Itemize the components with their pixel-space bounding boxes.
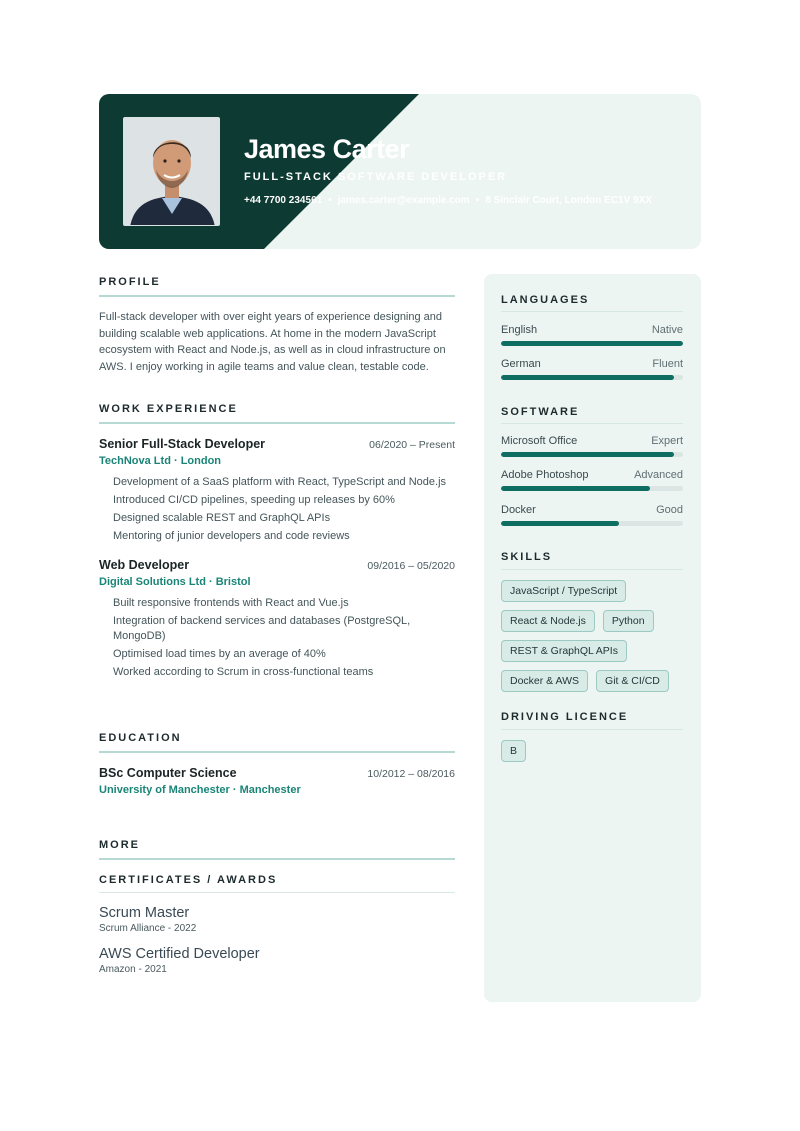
skill-chip: React & Node.js	[501, 610, 595, 632]
language-label: English	[501, 324, 538, 336]
skill-chip: Git & CI/CD	[596, 670, 669, 692]
school-name: University of Manchester · Manchester	[99, 784, 301, 796]
skills-list	[501, 580, 691, 700]
section-divider	[501, 569, 683, 570]
language-level: Fluent	[652, 358, 683, 370]
duty-item: Designed scalable REST and GraphQL APIs	[113, 512, 331, 524]
language-english	[501, 324, 683, 346]
education-section	[99, 732, 455, 796]
job-duties	[99, 475, 455, 545]
software-office	[501, 435, 683, 457]
skills-heading: SKILLS	[501, 551, 553, 563]
job-dates: 09/2016 – 05/2020	[367, 559, 455, 572]
job-title: Web Developer	[99, 557, 190, 572]
software-heading: SOFTWARE	[501, 406, 580, 418]
duty-item: Introduced CI/CD pipelines, speeding up releases by 60%	[113, 494, 395, 506]
duty-item: Optimised load times by an average of 40%	[113, 648, 326, 660]
education-dates: 10/2012 – 08/2016	[367, 768, 455, 780]
education-heading: EDUCATION	[99, 732, 455, 753]
address-text: 8 Sinclair Court, London EC1V 9XX	[485, 195, 652, 206]
experience-heading: WORK EXPERIENCE	[99, 403, 455, 424]
phone-text: +44 7700 234561	[244, 195, 323, 206]
certificate-entry	[99, 905, 455, 934]
level-bar-track	[501, 452, 683, 457]
licence-heading: DRIVING LICENCE	[501, 711, 629, 723]
language-level: Native	[651, 324, 683, 336]
level-bar-track	[501, 521, 683, 526]
duty-item: Integration of backend services and databases (PostgreSQL, MongoDB)	[113, 614, 411, 642]
education-entry	[99, 766, 455, 796]
cv-header	[99, 94, 701, 249]
language-german	[501, 358, 683, 380]
job-title: Senior Full-Stack Developer	[99, 437, 266, 451]
skill-chip: REST & GraphQL APIs	[501, 640, 627, 662]
languages-heading: LANGUAGES	[501, 294, 590, 306]
certificate-name: AWS Certified Developer	[99, 946, 260, 962]
job-entry	[99, 437, 455, 545]
email-text: james.carter@example.com	[337, 195, 470, 206]
section-divider	[501, 311, 683, 312]
contact-line	[244, 195, 652, 206]
skill-chip: Python	[603, 610, 654, 632]
sidebar	[484, 274, 701, 1002]
section-divider	[501, 423, 683, 424]
software-photoshop	[501, 469, 683, 491]
skill-chip: JavaScript / TypeScript	[501, 580, 626, 602]
job-dates: 06/2020 – Present	[369, 439, 455, 451]
software-docker	[501, 504, 683, 526]
contact-separator: •	[328, 195, 332, 206]
candidate-role: FULL-STACK SOFTWARE DEVELOPER	[244, 171, 508, 183]
software-label: Docker	[501, 504, 536, 516]
software-label: Microsoft Office	[501, 435, 578, 447]
language-label: German	[501, 358, 541, 370]
certificate-name: Scrum Master	[99, 905, 190, 921]
software-level: Expert	[651, 435, 683, 447]
software-level: Advanced	[634, 469, 683, 481]
degree-title: BSc Computer Science	[99, 766, 237, 780]
profile-summary: Full-stack developer with over eight years of experience designing and building scalable web applications. At home in the modern JavaScript ecosystem with React and Node.js, as well as in cloud infrastructure on AWS. I enjoy working in agile teams and value clean, testable code.	[99, 311, 446, 373]
more-heading: MORE	[99, 839, 455, 860]
level-bar-fill	[501, 375, 674, 380]
job-duties	[99, 596, 455, 681]
certificate-issuer: Amazon - 2021	[99, 964, 167, 975]
level-bar-fill	[501, 341, 683, 346]
licence-chip: B	[501, 740, 526, 762]
duty-item: Development of a SaaS platform with React, TypeScript and Node.js	[113, 476, 447, 488]
profile-heading: PROFILE	[99, 276, 455, 297]
duty-item: Built responsive frontends with React and Vue.js	[113, 596, 349, 609]
job-entry	[99, 558, 455, 681]
skill-chip: Docker & AWS	[501, 670, 588, 692]
level-bar-track	[501, 375, 683, 380]
level-bar-fill	[501, 521, 619, 526]
section-divider	[501, 729, 683, 730]
level-bar-fill	[501, 486, 650, 491]
duty-item: Mentoring of junior developers and code reviews	[113, 530, 350, 542]
software-level: Good	[656, 504, 683, 516]
level-bar-fill	[501, 452, 674, 457]
job-company: Digital Solutions Ltd · Bristol	[99, 575, 251, 588]
duty-item: Worked according to Scrum in cross-functional teams	[113, 666, 374, 678]
profile-photo	[123, 117, 220, 226]
more-section	[99, 839, 455, 975]
candidate-name: James Carter	[244, 134, 410, 164]
licence-list	[501, 740, 691, 770]
level-bar-track	[501, 341, 683, 346]
contact-separator: •	[475, 195, 480, 206]
certificate-entry	[99, 946, 455, 975]
level-bar-track	[501, 486, 683, 491]
job-company: TechNova Ltd · London	[99, 455, 222, 467]
software-label: Adobe Photoshop	[501, 469, 589, 481]
experience-section	[99, 403, 455, 683]
certificate-issuer: Scrum Alliance - 2022	[99, 923, 197, 934]
certificates-heading: CERTIFICATES / AWARDS	[99, 874, 455, 893]
profile-section	[99, 276, 455, 375]
